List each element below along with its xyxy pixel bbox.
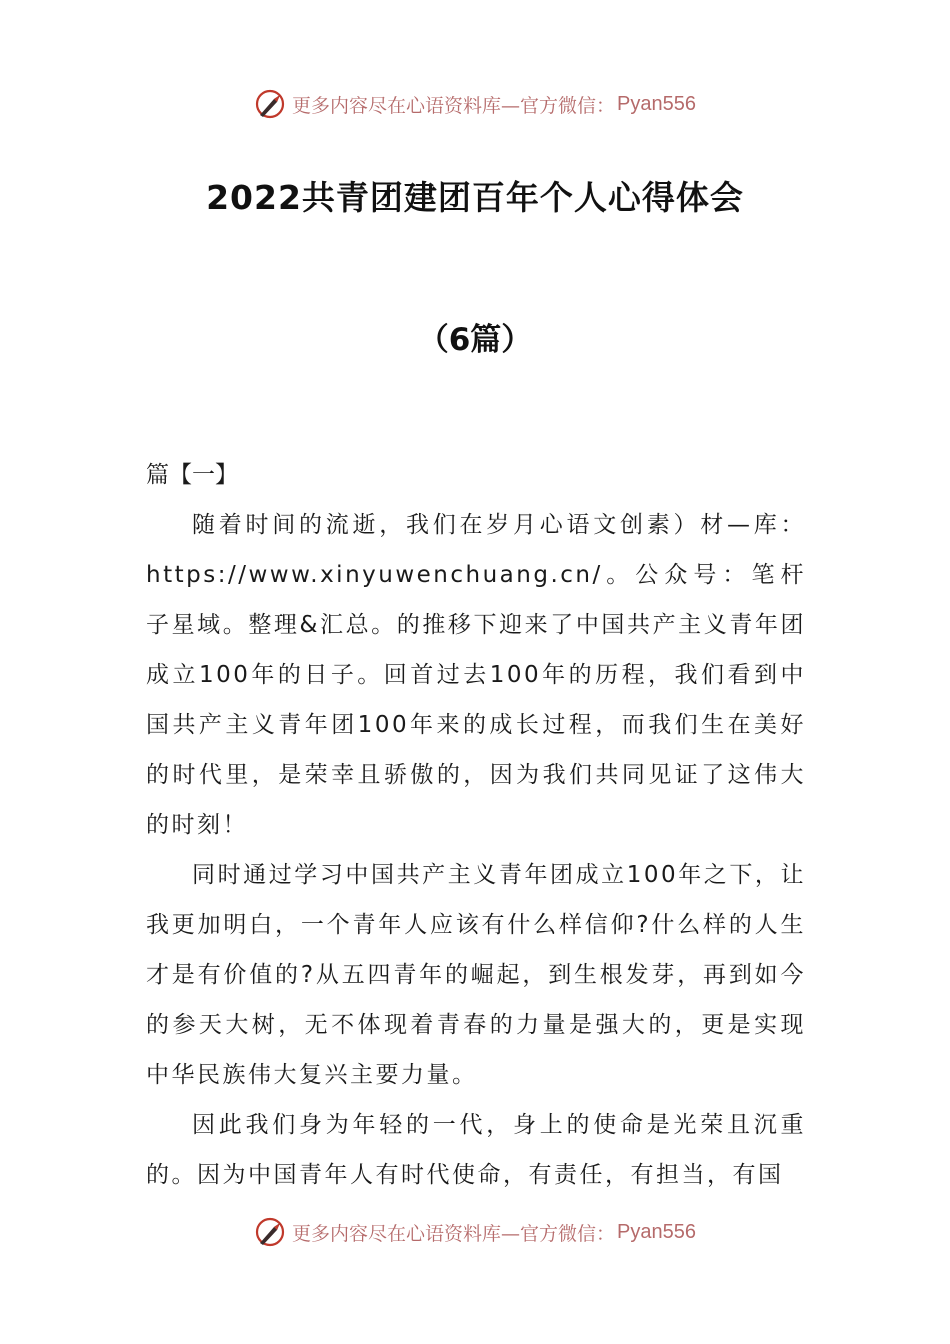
- section-label: 篇【一】: [146, 462, 238, 488]
- header-banner-text: 更多内容尽在心语资料库—官方微信：: [292, 94, 616, 117]
- paragraph-2: 同时通过学习中国共产主义青年团成立100年之下，让我更加明白，一个青年人应该有什么样信仰?什么样的人生才是有价值的?从五四青年的崛起，到生根发芽，再到如今的参天大树，无不体现着青春的力量是强大的，更是实现中华民族伟大复兴主要力量。: [146, 862, 806, 1088]
- pen-nib-logo-icon: [254, 87, 288, 121]
- header-banner: [0, 84, 950, 124]
- footer-banner-text: 更多内容尽在心语资料库—官方微信：: [292, 1222, 616, 1245]
- footer-wechat-id: Pyan556: [617, 1220, 696, 1243]
- paragraph-3: 因此我们身为年轻的一代，身上的使命是光荣且沉重的。因为中国青年人有时代使命，有责任，有担当，有国: [146, 1112, 806, 1188]
- footer-banner: [0, 1212, 950, 1252]
- document-body: [146, 500, 806, 1200]
- header-wechat-id: Pyan556: [617, 92, 696, 115]
- document-count: （6篇）: [417, 322, 533, 358]
- paragraph-1: 随着时间的流逝，我们在岁月心语文创素）材—库：https://www.xinyuwenchuang.cn/。公众号：笔杆子星域。整理&汇总。的推移下迎来了中国共产主义青年团成立100年的日子。回首过去100年的历程，我们看到中国共产主义青年团100年来的成长过程，而我们生在美好的时代里，是荣幸且骄傲的，因为我们共同见证了这伟大的时刻！: [146, 512, 806, 838]
- document-title: 2022共青团建团百年个人心得体会: [206, 178, 744, 217]
- pen-nib-logo-icon: [254, 1215, 288, 1249]
